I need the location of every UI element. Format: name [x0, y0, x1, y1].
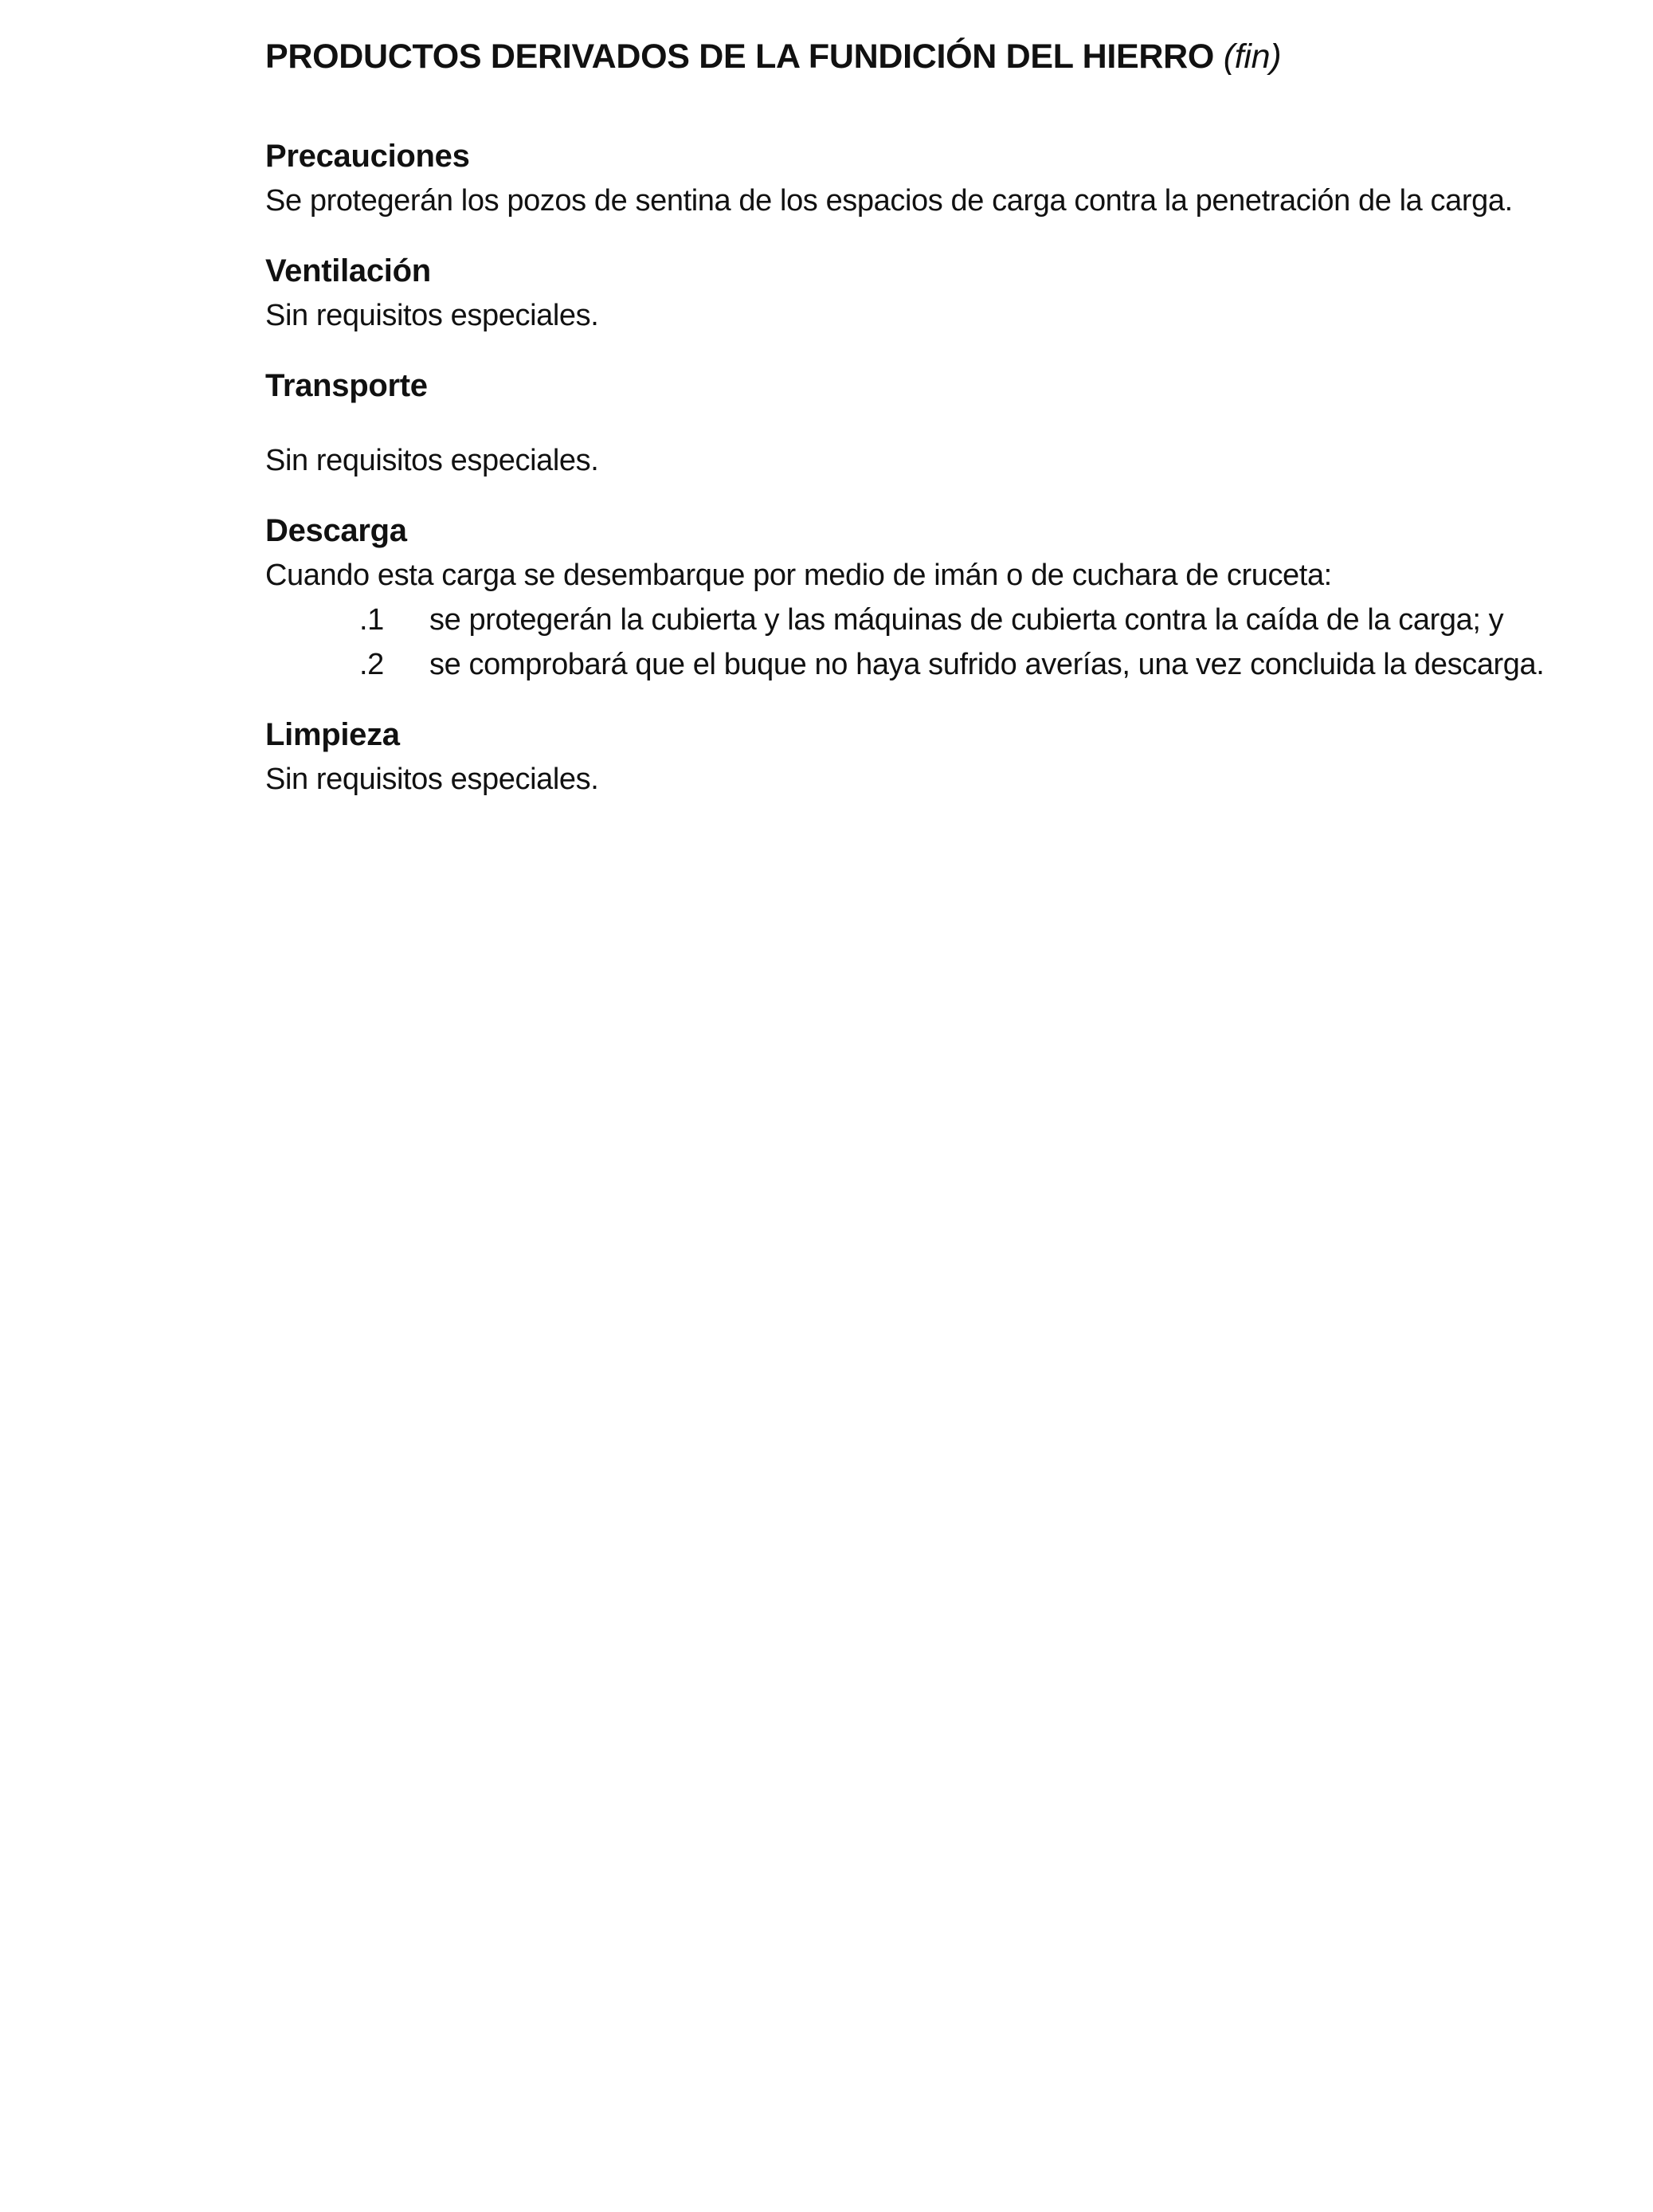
list-item-number: .1	[359, 603, 384, 637]
section-heading-precauciones: Precauciones	[265, 139, 470, 174]
section-text-ventilacion: Sin requisitos especiales.	[265, 299, 599, 332]
section-limpieza	[265, 712, 1620, 802]
page-title	[265, 30, 1620, 83]
page-title-text: PRODUCTOS DERIVADOS DE LA FUNDICIÓN DEL HIERRO	[265, 37, 1215, 76]
list-item-number: .2	[359, 648, 384, 681]
list-item-text: se protegerán la cubierta y las máquinas de cubierta contra la caída de la carga; y	[429, 603, 1504, 637]
list-item	[265, 642, 1620, 687]
section-precauciones	[265, 134, 1620, 223]
descarga-list	[265, 598, 1620, 687]
section-heading-descarga: Descarga	[265, 513, 407, 548]
section-text-descarga: Cuando esta carga se desembarque por medio de imán o de cuchara de cruceta:	[265, 559, 1332, 592]
section-transporte	[265, 363, 1620, 483]
page-title-suffix: (fin)	[1223, 37, 1282, 76]
document-page	[265, 30, 1620, 802]
section-text-transporte: Sin requisitos especiales.	[265, 444, 599, 477]
section-heading-limpieza: Limpieza	[265, 717, 400, 752]
section-heading-ventilacion: Ventilación	[265, 253, 431, 288]
section-ventilacion	[265, 249, 1620, 338]
section-text-limpieza: Sin requisitos especiales.	[265, 763, 599, 796]
list-item	[265, 598, 1620, 642]
list-item-text: se comprobará que el buque no haya sufrido averías, una vez concluida la descarga.	[429, 648, 1545, 681]
section-text-precauciones: Se protegerán los pozos de sentina de los espacios de carga contra la penetración de la carga.	[265, 184, 1513, 218]
section-descarga	[265, 508, 1620, 687]
section-heading-transporte: Transporte	[265, 368, 428, 403]
